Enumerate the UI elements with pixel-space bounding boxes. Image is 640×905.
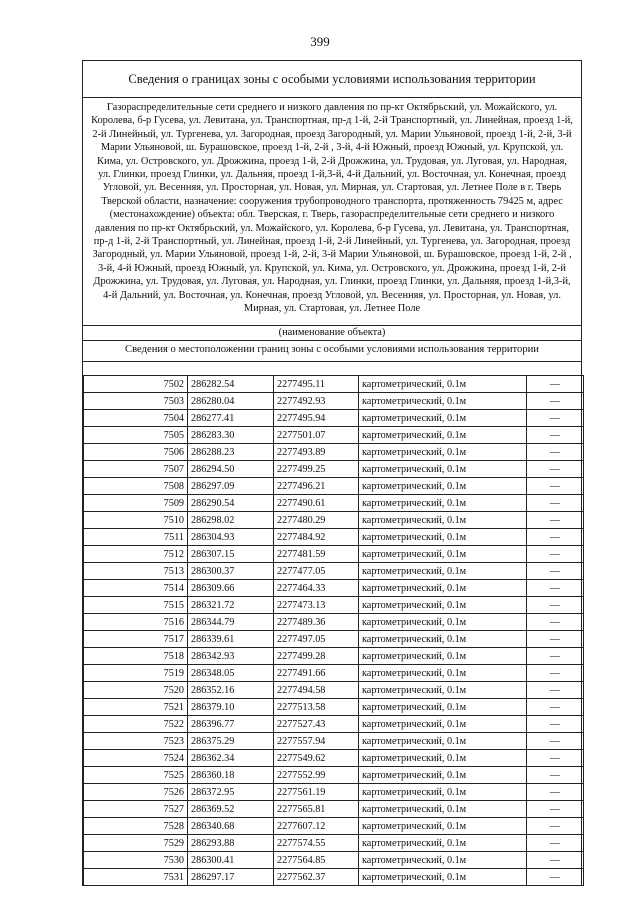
y-coordinate-cell: 2277527.43 xyxy=(274,716,359,733)
table-row xyxy=(84,699,584,716)
method-accuracy-cell: картометрический, 0.1м xyxy=(359,512,527,529)
x-coordinate-cell: 286342.93 xyxy=(188,648,274,665)
error-cell: — xyxy=(527,495,584,512)
method-accuracy-cell: картометрический, 0.1м xyxy=(359,461,527,478)
x-coordinate-cell: 286298.02 xyxy=(188,512,274,529)
y-coordinate-cell: 2277496.21 xyxy=(274,478,359,495)
object-description-text: Газораспределительные сети среднего и низкого давления по пр-кт Октябрьский, ул. Можайского, ул. Королева, б-р Гусева, ул. Левитана, ул. Транспортная, пр-д 1-й, 2-й Транспортный, ул. Линейная, проезд 1-й, 2-й Линейный, ул. Тургенева, ул. Загородная, проезд Загородный, ул. Марии Ульяновой, проезд 1-й, 2-й, 3-й Марии Ульяновой, ш. Бурашовское, проезд 1-й, 2-й , 3-й, 4-й Южный, проезд Южный, ул. Крупской, ул. Кима, ул. Островского, ул. Дрожжина, проезд 1-й, 2-й Дрожжина, ул. Трудовая, ул. Луговая, ул. Народная, ул. Глинки, проезд Глинки, ул. Дальняя, проезд 1-й,3-й, 4-й Дальний, ул. Восточная, ул. Конечная, проезд Угловой, ул. Весенняя, ул. Просторная, ул. Новая, ул. Мирная, ул. Стартовая, ул. Летнее Поле в г. Тверь Тверской области, назначение: сооружения трубопроводного транспорта, протяженность 79425 м, адрес (местонахождение) объекта: обл. Тверская, г. Тверь, газораспределительные сети среднего и низкого давления по пр-кт Октябрьский, ул. Можайского, ул. Королева, б-р Гусева, ул. Левитана, ул. Транспортная, пр-д 1-й, 2-й Транспортный, ул. Линейная, проезд 1-й, 2-й Линейный, ул. Тургенева, ул. Загородная, проезд Загородный, ул. Марии Ульяновой, проезд 1-й, 2-й, 3-й Марии Ульяновой, ш. Бурашовское, проезд 1-й, 2-й , 3-й, 4-й Южный, проезд Южный, ул. Крупской, ул. Кима, ул. Островского, ул. Дрожжина, проезд 1-й, 2-й Дрожжина, ул. Трудовая, ул. Луговая, ул. Народная, ул. Глинки, проезд Глинки, ул. Дальняя, проезд 1-й,3-й, 4-й Дальний, ул. Восточная, ул. Конечная, проезд Угловой, ул. Весенняя, ул. Просторная, ул. Новая, ул. Мирная, ул. Стартовая, ул. Летнее Поле xyxy=(91,102,573,315)
table-row xyxy=(84,546,584,563)
error-cell: — xyxy=(527,682,584,699)
table-row xyxy=(84,580,584,597)
point-number-cell: 7524 xyxy=(84,750,188,767)
point-number-cell: 7503 xyxy=(84,393,188,410)
table-row xyxy=(84,869,584,886)
method-accuracy-cell: картометрический, 0.1м xyxy=(359,750,527,767)
method-accuracy-cell: картометрический, 0.1м xyxy=(359,835,527,852)
x-coordinate-cell: 286344.79 xyxy=(188,614,274,631)
table-row xyxy=(84,478,584,495)
y-coordinate-cell: 2277491.66 xyxy=(274,665,359,682)
y-coordinate-cell: 2277561.19 xyxy=(274,784,359,801)
y-coordinate-cell: 2277481.59 xyxy=(274,546,359,563)
error-cell: — xyxy=(527,376,584,393)
y-coordinate-cell: 2277494.58 xyxy=(274,682,359,699)
y-coordinate-cell: 2277495.11 xyxy=(274,376,359,393)
table-row xyxy=(84,563,584,580)
object-name-caption: (наименование объекта) xyxy=(83,326,581,341)
error-cell: — xyxy=(527,648,584,665)
y-coordinate-cell: 2277574.55 xyxy=(274,835,359,852)
error-cell: — xyxy=(527,699,584,716)
document-title: Сведения о границах зоны с особыми условиями использования территории xyxy=(83,61,581,98)
x-coordinate-cell: 286294.50 xyxy=(188,461,274,478)
point-number-cell: 7531 xyxy=(84,869,188,886)
y-coordinate-cell: 2277552.99 xyxy=(274,767,359,784)
error-cell: — xyxy=(527,427,584,444)
error-cell: — xyxy=(527,716,584,733)
error-cell: — xyxy=(527,597,584,614)
error-cell: — xyxy=(527,529,584,546)
point-number-cell: 7526 xyxy=(84,784,188,801)
table-row xyxy=(84,393,584,410)
table-row xyxy=(84,818,584,835)
method-accuracy-cell: картометрический, 0.1м xyxy=(359,818,527,835)
point-number-cell: 7512 xyxy=(84,546,188,563)
zone-boundaries-form xyxy=(82,60,582,886)
y-coordinate-cell: 2277501.07 xyxy=(274,427,359,444)
page-number: 399 xyxy=(310,34,330,49)
boundary-location-header: Сведения о местоположении границ зоны с особыми условиями использования территории xyxy=(83,341,581,362)
error-cell: — xyxy=(527,461,584,478)
y-coordinate-cell: 2277513.58 xyxy=(274,699,359,716)
method-accuracy-cell: картометрический, 0.1м xyxy=(359,427,527,444)
x-coordinate-cell: 286297.17 xyxy=(188,869,274,886)
point-number-cell: 7508 xyxy=(84,478,188,495)
y-coordinate-cell: 2277565.81 xyxy=(274,801,359,818)
coordinates-table xyxy=(83,375,584,886)
table-row xyxy=(84,784,584,801)
point-number-cell: 7529 xyxy=(84,835,188,852)
method-accuracy-cell: картометрический, 0.1м xyxy=(359,648,527,665)
point-number-cell: 7530 xyxy=(84,852,188,869)
table-row xyxy=(84,835,584,852)
point-number-cell: 7519 xyxy=(84,665,188,682)
y-coordinate-cell: 2277497.05 xyxy=(274,631,359,648)
method-accuracy-cell: картометрический, 0.1м xyxy=(359,376,527,393)
header-gap xyxy=(83,362,581,375)
table-row xyxy=(84,665,584,682)
x-coordinate-cell: 286348.05 xyxy=(188,665,274,682)
method-accuracy-cell: картометрический, 0.1м xyxy=(359,478,527,495)
error-cell: — xyxy=(527,750,584,767)
table-row xyxy=(84,767,584,784)
x-coordinate-cell: 286372.95 xyxy=(188,784,274,801)
x-coordinate-cell: 286321.72 xyxy=(188,597,274,614)
x-coordinate-cell: 286352.16 xyxy=(188,682,274,699)
table-row xyxy=(84,512,584,529)
method-accuracy-cell: картометрический, 0.1м xyxy=(359,767,527,784)
point-number-cell: 7515 xyxy=(84,597,188,614)
x-coordinate-cell: 286339.61 xyxy=(188,631,274,648)
y-coordinate-cell: 2277564.85 xyxy=(274,852,359,869)
x-coordinate-cell: 286290.54 xyxy=(188,495,274,512)
point-number-cell: 7525 xyxy=(84,767,188,784)
x-coordinate-cell: 286379.10 xyxy=(188,699,274,716)
method-accuracy-cell: картометрический, 0.1м xyxy=(359,784,527,801)
y-coordinate-cell: 2277464.33 xyxy=(274,580,359,597)
table-row xyxy=(84,750,584,767)
y-coordinate-cell: 2277557.94 xyxy=(274,733,359,750)
point-number-cell: 7504 xyxy=(84,410,188,427)
error-cell: — xyxy=(527,767,584,784)
method-accuracy-cell: картометрический, 0.1м xyxy=(359,682,527,699)
method-accuracy-cell: картометрический, 0.1м xyxy=(359,631,527,648)
point-number-cell: 7521 xyxy=(84,699,188,716)
method-accuracy-cell: картометрический, 0.1м xyxy=(359,393,527,410)
y-coordinate-cell: 2277495.94 xyxy=(274,410,359,427)
object-description xyxy=(83,98,581,326)
method-accuracy-cell: картометрический, 0.1м xyxy=(359,410,527,427)
method-accuracy-cell: картометрический, 0.1м xyxy=(359,580,527,597)
y-coordinate-cell: 2277480.29 xyxy=(274,512,359,529)
error-cell: — xyxy=(527,546,584,563)
method-accuracy-cell: картометрический, 0.1м xyxy=(359,529,527,546)
y-coordinate-cell: 2277562.37 xyxy=(274,869,359,886)
point-number-cell: 7514 xyxy=(84,580,188,597)
point-number-cell: 7511 xyxy=(84,529,188,546)
x-coordinate-cell: 286375.29 xyxy=(188,733,274,750)
point-number-cell: 7523 xyxy=(84,733,188,750)
point-number-cell: 7513 xyxy=(84,563,188,580)
method-accuracy-cell: картометрический, 0.1м xyxy=(359,495,527,512)
point-number-cell: 7528 xyxy=(84,818,188,835)
x-coordinate-cell: 286288.23 xyxy=(188,444,274,461)
method-accuracy-cell: картометрический, 0.1м xyxy=(359,444,527,461)
error-cell: — xyxy=(527,410,584,427)
x-coordinate-cell: 286300.37 xyxy=(188,563,274,580)
table-row xyxy=(84,495,584,512)
y-coordinate-cell: 2277489.36 xyxy=(274,614,359,631)
x-coordinate-cell: 286280.04 xyxy=(188,393,274,410)
y-coordinate-cell: 2277473.13 xyxy=(274,597,359,614)
method-accuracy-cell: картометрический, 0.1м xyxy=(359,665,527,682)
x-coordinate-cell: 286396.77 xyxy=(188,716,274,733)
error-cell: — xyxy=(527,444,584,461)
point-number-cell: 7517 xyxy=(84,631,188,648)
error-cell: — xyxy=(527,665,584,682)
table-row xyxy=(84,529,584,546)
table-row xyxy=(84,716,584,733)
x-coordinate-cell: 286277.41 xyxy=(188,410,274,427)
y-coordinate-cell: 2277484.92 xyxy=(274,529,359,546)
x-coordinate-cell: 286362.34 xyxy=(188,750,274,767)
x-coordinate-cell: 286309.66 xyxy=(188,580,274,597)
error-cell: — xyxy=(527,801,584,818)
point-number-cell: 7522 xyxy=(84,716,188,733)
error-cell: — xyxy=(527,614,584,631)
x-coordinate-cell: 286340.68 xyxy=(188,818,274,835)
point-number-cell: 7518 xyxy=(84,648,188,665)
point-number-cell: 7527 xyxy=(84,801,188,818)
error-cell: — xyxy=(527,478,584,495)
table-row xyxy=(84,852,584,869)
error-cell: — xyxy=(527,580,584,597)
x-coordinate-cell: 286300.41 xyxy=(188,852,274,869)
point-number-cell: 7516 xyxy=(84,614,188,631)
point-number-cell: 7520 xyxy=(84,682,188,699)
method-accuracy-cell: картометрический, 0.1м xyxy=(359,546,527,563)
y-coordinate-cell: 2277499.25 xyxy=(274,461,359,478)
table-row xyxy=(84,631,584,648)
table-row xyxy=(84,648,584,665)
y-coordinate-cell: 2277549.62 xyxy=(274,750,359,767)
error-cell: — xyxy=(527,784,584,801)
table-row xyxy=(84,410,584,427)
x-coordinate-cell: 286304.93 xyxy=(188,529,274,546)
table-row xyxy=(84,444,584,461)
table-row xyxy=(84,614,584,631)
point-number-cell: 7506 xyxy=(84,444,188,461)
point-number-cell: 7509 xyxy=(84,495,188,512)
table-row xyxy=(84,597,584,614)
method-accuracy-cell: картометрический, 0.1м xyxy=(359,614,527,631)
method-accuracy-cell: картометрический, 0.1м xyxy=(359,869,527,886)
method-accuracy-cell: картометрический, 0.1м xyxy=(359,597,527,614)
method-accuracy-cell: картометрический, 0.1м xyxy=(359,563,527,580)
error-cell: — xyxy=(527,835,584,852)
method-accuracy-cell: картометрический, 0.1м xyxy=(359,733,527,750)
error-cell: — xyxy=(527,631,584,648)
x-coordinate-cell: 286369.52 xyxy=(188,801,274,818)
error-cell: — xyxy=(527,852,584,869)
table-row xyxy=(84,801,584,818)
point-number-cell: 7502 xyxy=(84,376,188,393)
table-row xyxy=(84,733,584,750)
x-coordinate-cell: 286282.54 xyxy=(188,376,274,393)
x-coordinate-cell: 286307.15 xyxy=(188,546,274,563)
table-row xyxy=(84,682,584,699)
error-cell: — xyxy=(527,393,584,410)
y-coordinate-cell: 2277492.93 xyxy=(274,393,359,410)
y-coordinate-cell: 2277499.28 xyxy=(274,648,359,665)
coordinates-table-body xyxy=(84,376,584,886)
method-accuracy-cell: картометрический, 0.1м xyxy=(359,801,527,818)
point-number-cell: 7507 xyxy=(84,461,188,478)
y-coordinate-cell: 2277490.61 xyxy=(274,495,359,512)
y-coordinate-cell: 2277493.89 xyxy=(274,444,359,461)
x-coordinate-cell: 286297.09 xyxy=(188,478,274,495)
y-coordinate-cell: 2277607.12 xyxy=(274,818,359,835)
method-accuracy-cell: картометрический, 0.1м xyxy=(359,699,527,716)
error-cell: — xyxy=(527,818,584,835)
x-coordinate-cell: 286360.18 xyxy=(188,767,274,784)
x-coordinate-cell: 286293.88 xyxy=(188,835,274,852)
table-row xyxy=(84,376,584,393)
method-accuracy-cell: картометрический, 0.1м xyxy=(359,852,527,869)
method-accuracy-cell: картометрический, 0.1м xyxy=(359,716,527,733)
point-number-cell: 7510 xyxy=(84,512,188,529)
x-coordinate-cell: 286283.30 xyxy=(188,427,274,444)
error-cell: — xyxy=(527,869,584,886)
point-number-cell: 7505 xyxy=(84,427,188,444)
table-row xyxy=(84,427,584,444)
error-cell: — xyxy=(527,563,584,580)
error-cell: — xyxy=(527,512,584,529)
table-row xyxy=(84,461,584,478)
y-coordinate-cell: 2277477.05 xyxy=(274,563,359,580)
error-cell: — xyxy=(527,733,584,750)
